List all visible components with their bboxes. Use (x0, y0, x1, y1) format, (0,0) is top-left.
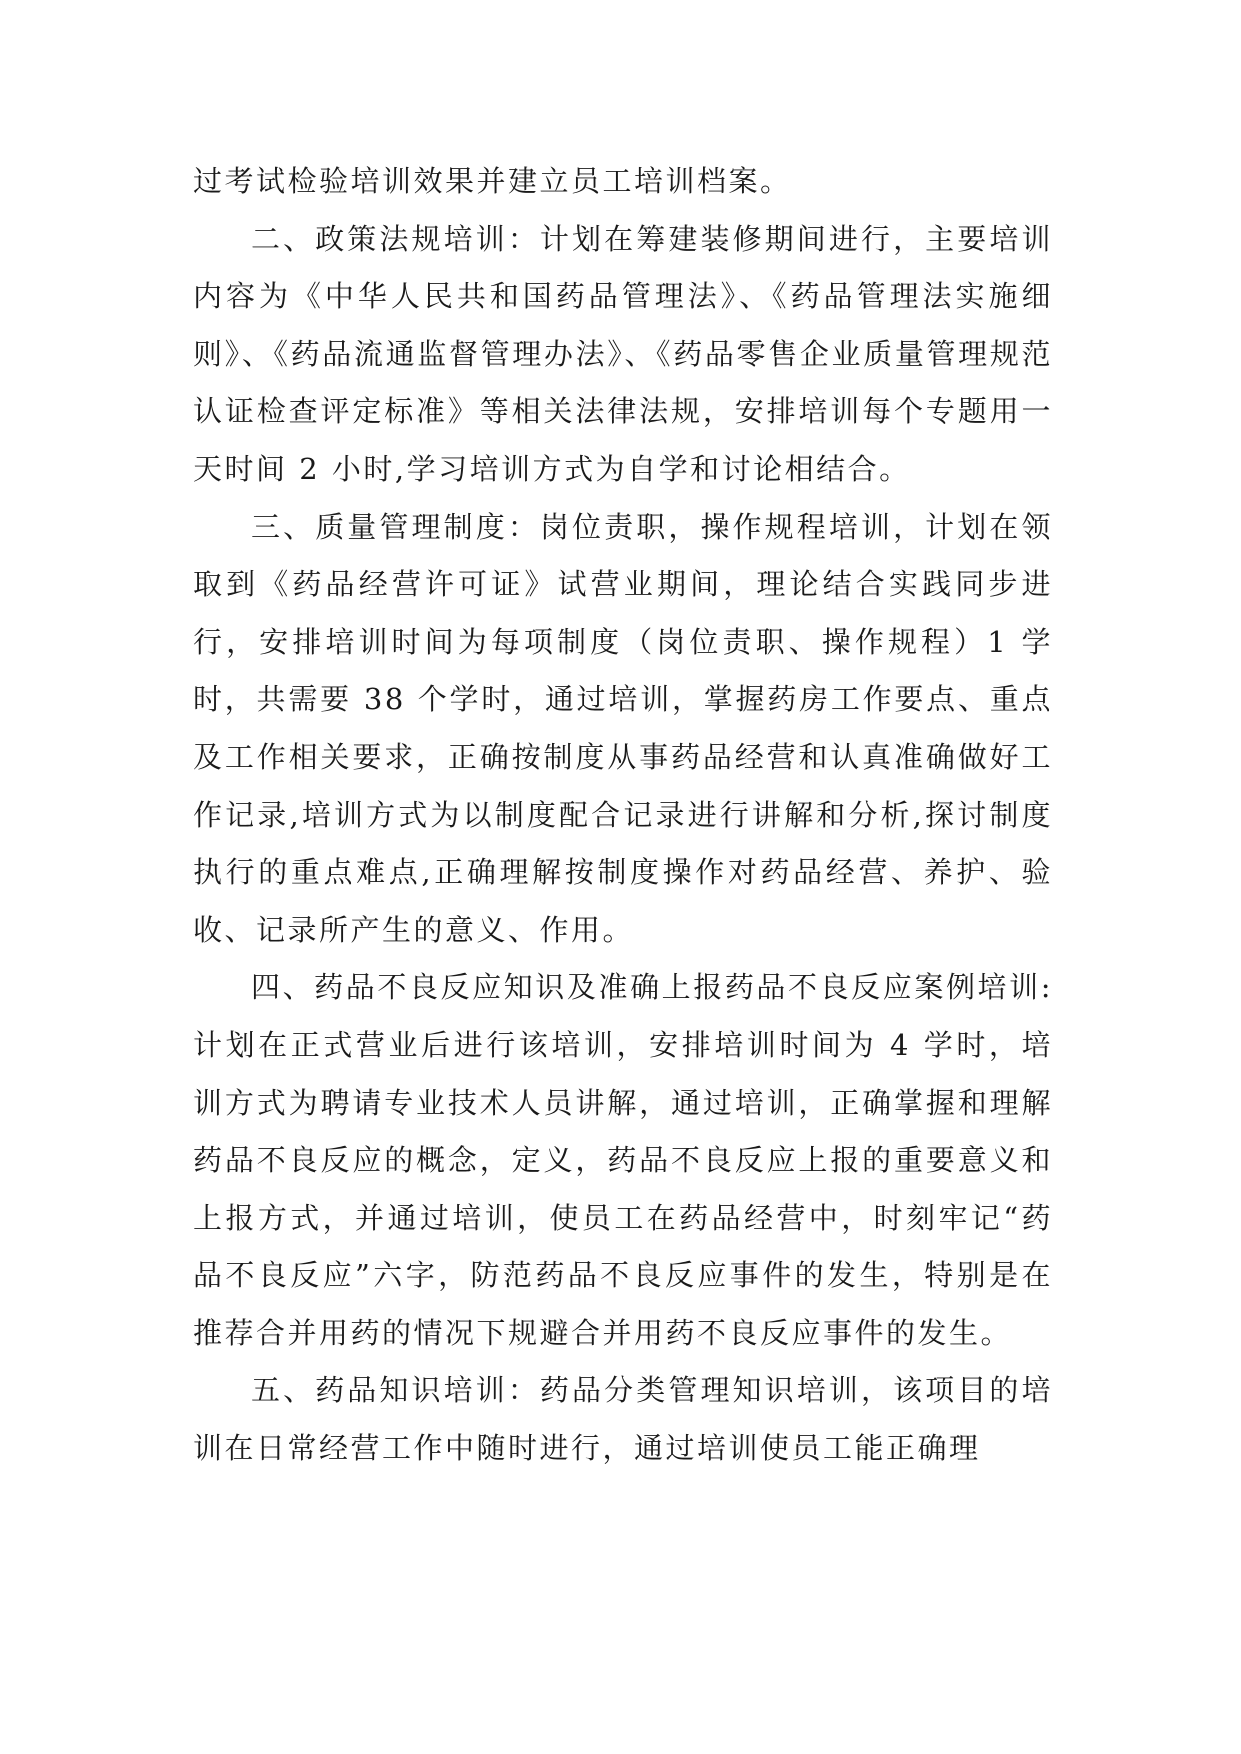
paragraph-adverse-reaction-training: 四、药品不良反应知识及准确上报药品不良反应案例培训:计划在正式营业后进行该培训，安排培训时间为 4 学时，培训方式为聘请专业技术人员讲解，通过培训，正确掌握和理解药品不良反应的概念，定义，药品不良反应上报的重要意义和上报方式，并通过培训，使员工在药品经营中，时刻牢记“药品不良反应”六字，防范药品不良反应事件的发生，特别是在推荐合并用药的情况下规避合并用药不良反应事件的发生。 (193, 970, 1053, 1350)
paragraph-quality-management: 三、质量管理制度：岗位责职，操作规程培训，计划在领取到《药品经营许可证》试营业期间，理论结合实践同步进行，安排培训时间为每项制度（岗位责职、操作规程）1 学时，共需要 38 个学时，通过培训，掌握药房工作要点、重点及工作相关要求，正确按制度从事药品经营和认真准确做好工作记录,培训方式为以制度配合记录进行讲解和分析,探讨制度执行的重点难点,正确理解按制度操作对药品经营、养护、验收、记录所产生的意义、作用。 (193, 509, 1053, 947)
paragraph-drug-knowledge-training: 五、药品知识培训：药品分类管理知识培训，该项目的培训在日常经营工作中随时进行，通过培训使员工能正确理 (193, 1373, 1053, 1466)
document-body (193, 153, 1053, 1478)
paragraph-continuation: 过考试检验培训效果并建立员工培训档案。 (193, 164, 792, 198)
paragraph-policy-training: 二、政策法规培训：计划在筹建装修期间进行，主要培训内容为《中华人民共和国药品管理法》、《药品管理法实施细则》、《药品流通监督管理办法》、《药品零售企业质量管理规范认证检查评定标准》等相关法律法规，安排培训每个专题用一天时间 2 小时,学习培训方式为自学和讨论相结合。 (193, 221, 1053, 486)
